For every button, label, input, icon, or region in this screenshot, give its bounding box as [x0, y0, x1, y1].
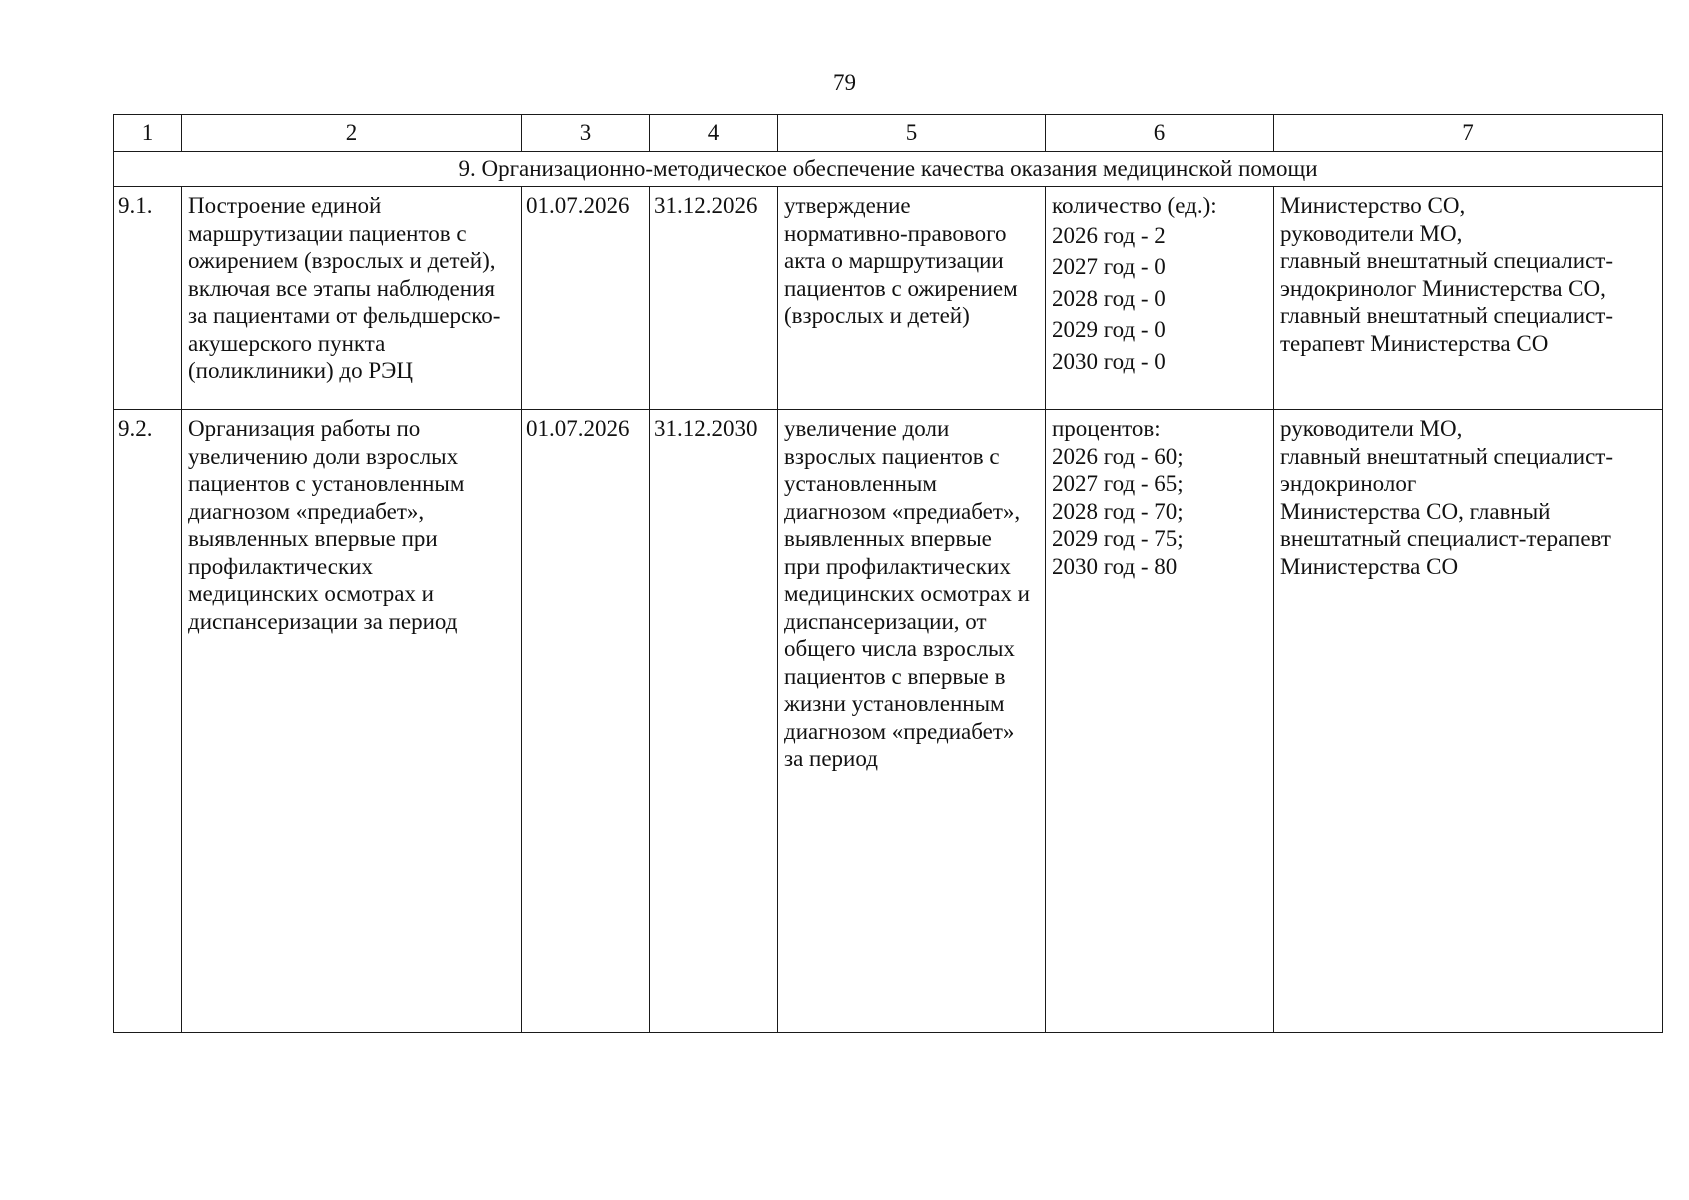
- indicator-year-value: 2026 год - 2: [1052, 222, 1166, 248]
- column-number: 6: [1046, 115, 1274, 152]
- indicator-title: процентов:: [1052, 416, 1161, 441]
- indicator-year-value: 2028 год - 70;: [1052, 498, 1184, 524]
- column-number: 2: [182, 115, 522, 152]
- responsible-parties: руководители МО, главный внештатный специалист- эндокринолог Министерства СО, главный внештатный специалист-терапевт Министерства СО: [1274, 410, 1663, 1033]
- column-number: 5: [778, 115, 1046, 152]
- indicator-cell: [1046, 410, 1274, 1033]
- table-row: [114, 410, 1663, 1033]
- activity-description: Построение единой маршрутизации пациентов с ожирением (взрослых и детей), включая все этапы наблюдения за пациентами от фельдшерско- акушерского пункта (поликлиники) до РЭЦ: [182, 187, 522, 410]
- indicator-year-value: 2029 год - 0: [1052, 317, 1166, 342]
- end-date: 31.12.2026: [650, 187, 778, 410]
- section-row: [114, 152, 1663, 187]
- indicator-year-value: 2029 год - 75;: [1052, 526, 1184, 551]
- indicator-year-value: 2027 год - 0: [1052, 254, 1166, 279]
- expected-result: увеличение доли взрослых пациентов с установленным диагнозом «предиабет», выявленных впервые при профилактических медицинских осмотрах и диспансеризации, от общего числа взрослых пациентов с впервые в жизни установленным диагнозом «предиабет» за период: [778, 410, 1046, 1033]
- start-date: 01.07.2026: [522, 187, 650, 410]
- column-number: 4: [650, 115, 778, 152]
- end-date: 31.12.2030: [650, 410, 778, 1033]
- table-row: [114, 187, 1663, 410]
- expected-result: утверждение нормативно-правового акта о маршрутизации пациентов с ожирением (взрослых и детей): [778, 187, 1046, 410]
- page-number: 79: [833, 70, 856, 95]
- action-plan-table: [113, 114, 1663, 1033]
- responsible-parties: Министерство СО, руководители МО, главный внештатный специалист- эндокринолог Министерства СО, главный внештатный специалист- терапевт Министерства СО: [1274, 187, 1663, 410]
- indicator-title: количество (ед.):: [1052, 193, 1217, 218]
- column-number: 7: [1274, 115, 1663, 152]
- start-date: 01.07.2026: [522, 410, 650, 1033]
- indicator-year-value: 2027 год - 65;: [1052, 471, 1184, 496]
- indicator-year-value: 2028 год - 0: [1052, 285, 1166, 311]
- indicator-cell: [1046, 187, 1274, 410]
- activity-description: Организация работы по увеличению доли взрослых пациентов с установленным диагнозом «предиабет», выявленных впервые при профилактических медицинских осмотрах и диспансеризации за период: [182, 410, 522, 1033]
- column-number-row: [114, 115, 1663, 152]
- indicator-year-value: 2030 год - 80: [1052, 553, 1178, 579]
- indicator-year-value: 2030 год - 0: [1052, 348, 1166, 374]
- row-number: 9.2.: [114, 410, 182, 1033]
- section-title: 9. Организационно-методическое обеспечение качества оказания медицинской помощи: [114, 152, 1663, 187]
- indicator-year-value: 2026 год - 60;: [1052, 443, 1184, 469]
- column-number: 1: [114, 115, 182, 152]
- column-number: 3: [522, 115, 650, 152]
- row-number: 9.1.: [114, 187, 182, 410]
